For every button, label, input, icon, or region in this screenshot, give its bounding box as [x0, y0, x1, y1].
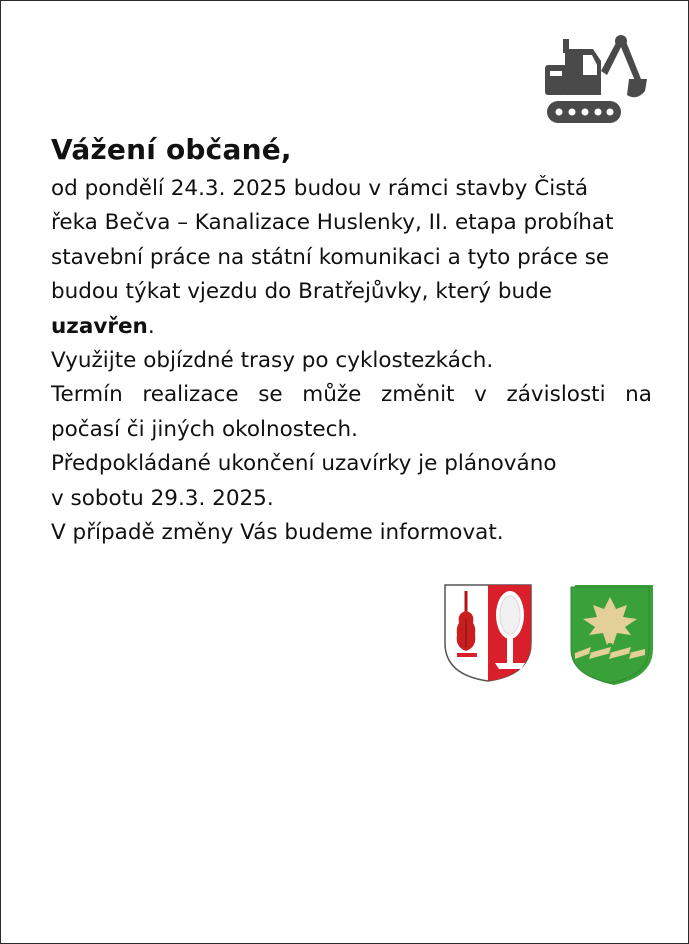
notice-line: stavební práce na státní komunikaci a tyto práce se	[51, 244, 610, 270]
closed-punct: .	[147, 313, 155, 339]
change-line: počasí či jiných okolnostech.	[51, 416, 358, 442]
notice-body	[51, 172, 652, 550]
notice-line: budou týkat vjezdu do Bratřejůvky, který bude	[51, 279, 552, 305]
inform-line: V případě změny Vás budeme informovat.	[51, 520, 504, 546]
detour-line: Využijte objízdné trasy po cyklostezkách.	[51, 348, 494, 374]
greeting-heading: Vážení občané,	[51, 133, 292, 166]
notice-line: od pondělí 24.3. 2025 budou v rámci stavby Čistá	[51, 176, 589, 201]
closed-word: uzavřen	[51, 313, 148, 339]
end-line: v sobotu 29.3. 2025.	[51, 485, 274, 511]
coat-of-arms-violin-tree	[443, 583, 533, 683]
coat-of-arms-green-leaf	[569, 583, 655, 687]
change-line: Termín realizace se může změnit v závislosti na	[51, 382, 652, 408]
closure-line	[51, 310, 652, 344]
end-line: Předpokládané ukončení uzavírky je plánováno	[51, 451, 557, 477]
notice-line: řeka Bečva – Kanalizace Huslenky, II. etapa probíhat	[51, 210, 614, 236]
excavator-icon	[541, 31, 649, 129]
